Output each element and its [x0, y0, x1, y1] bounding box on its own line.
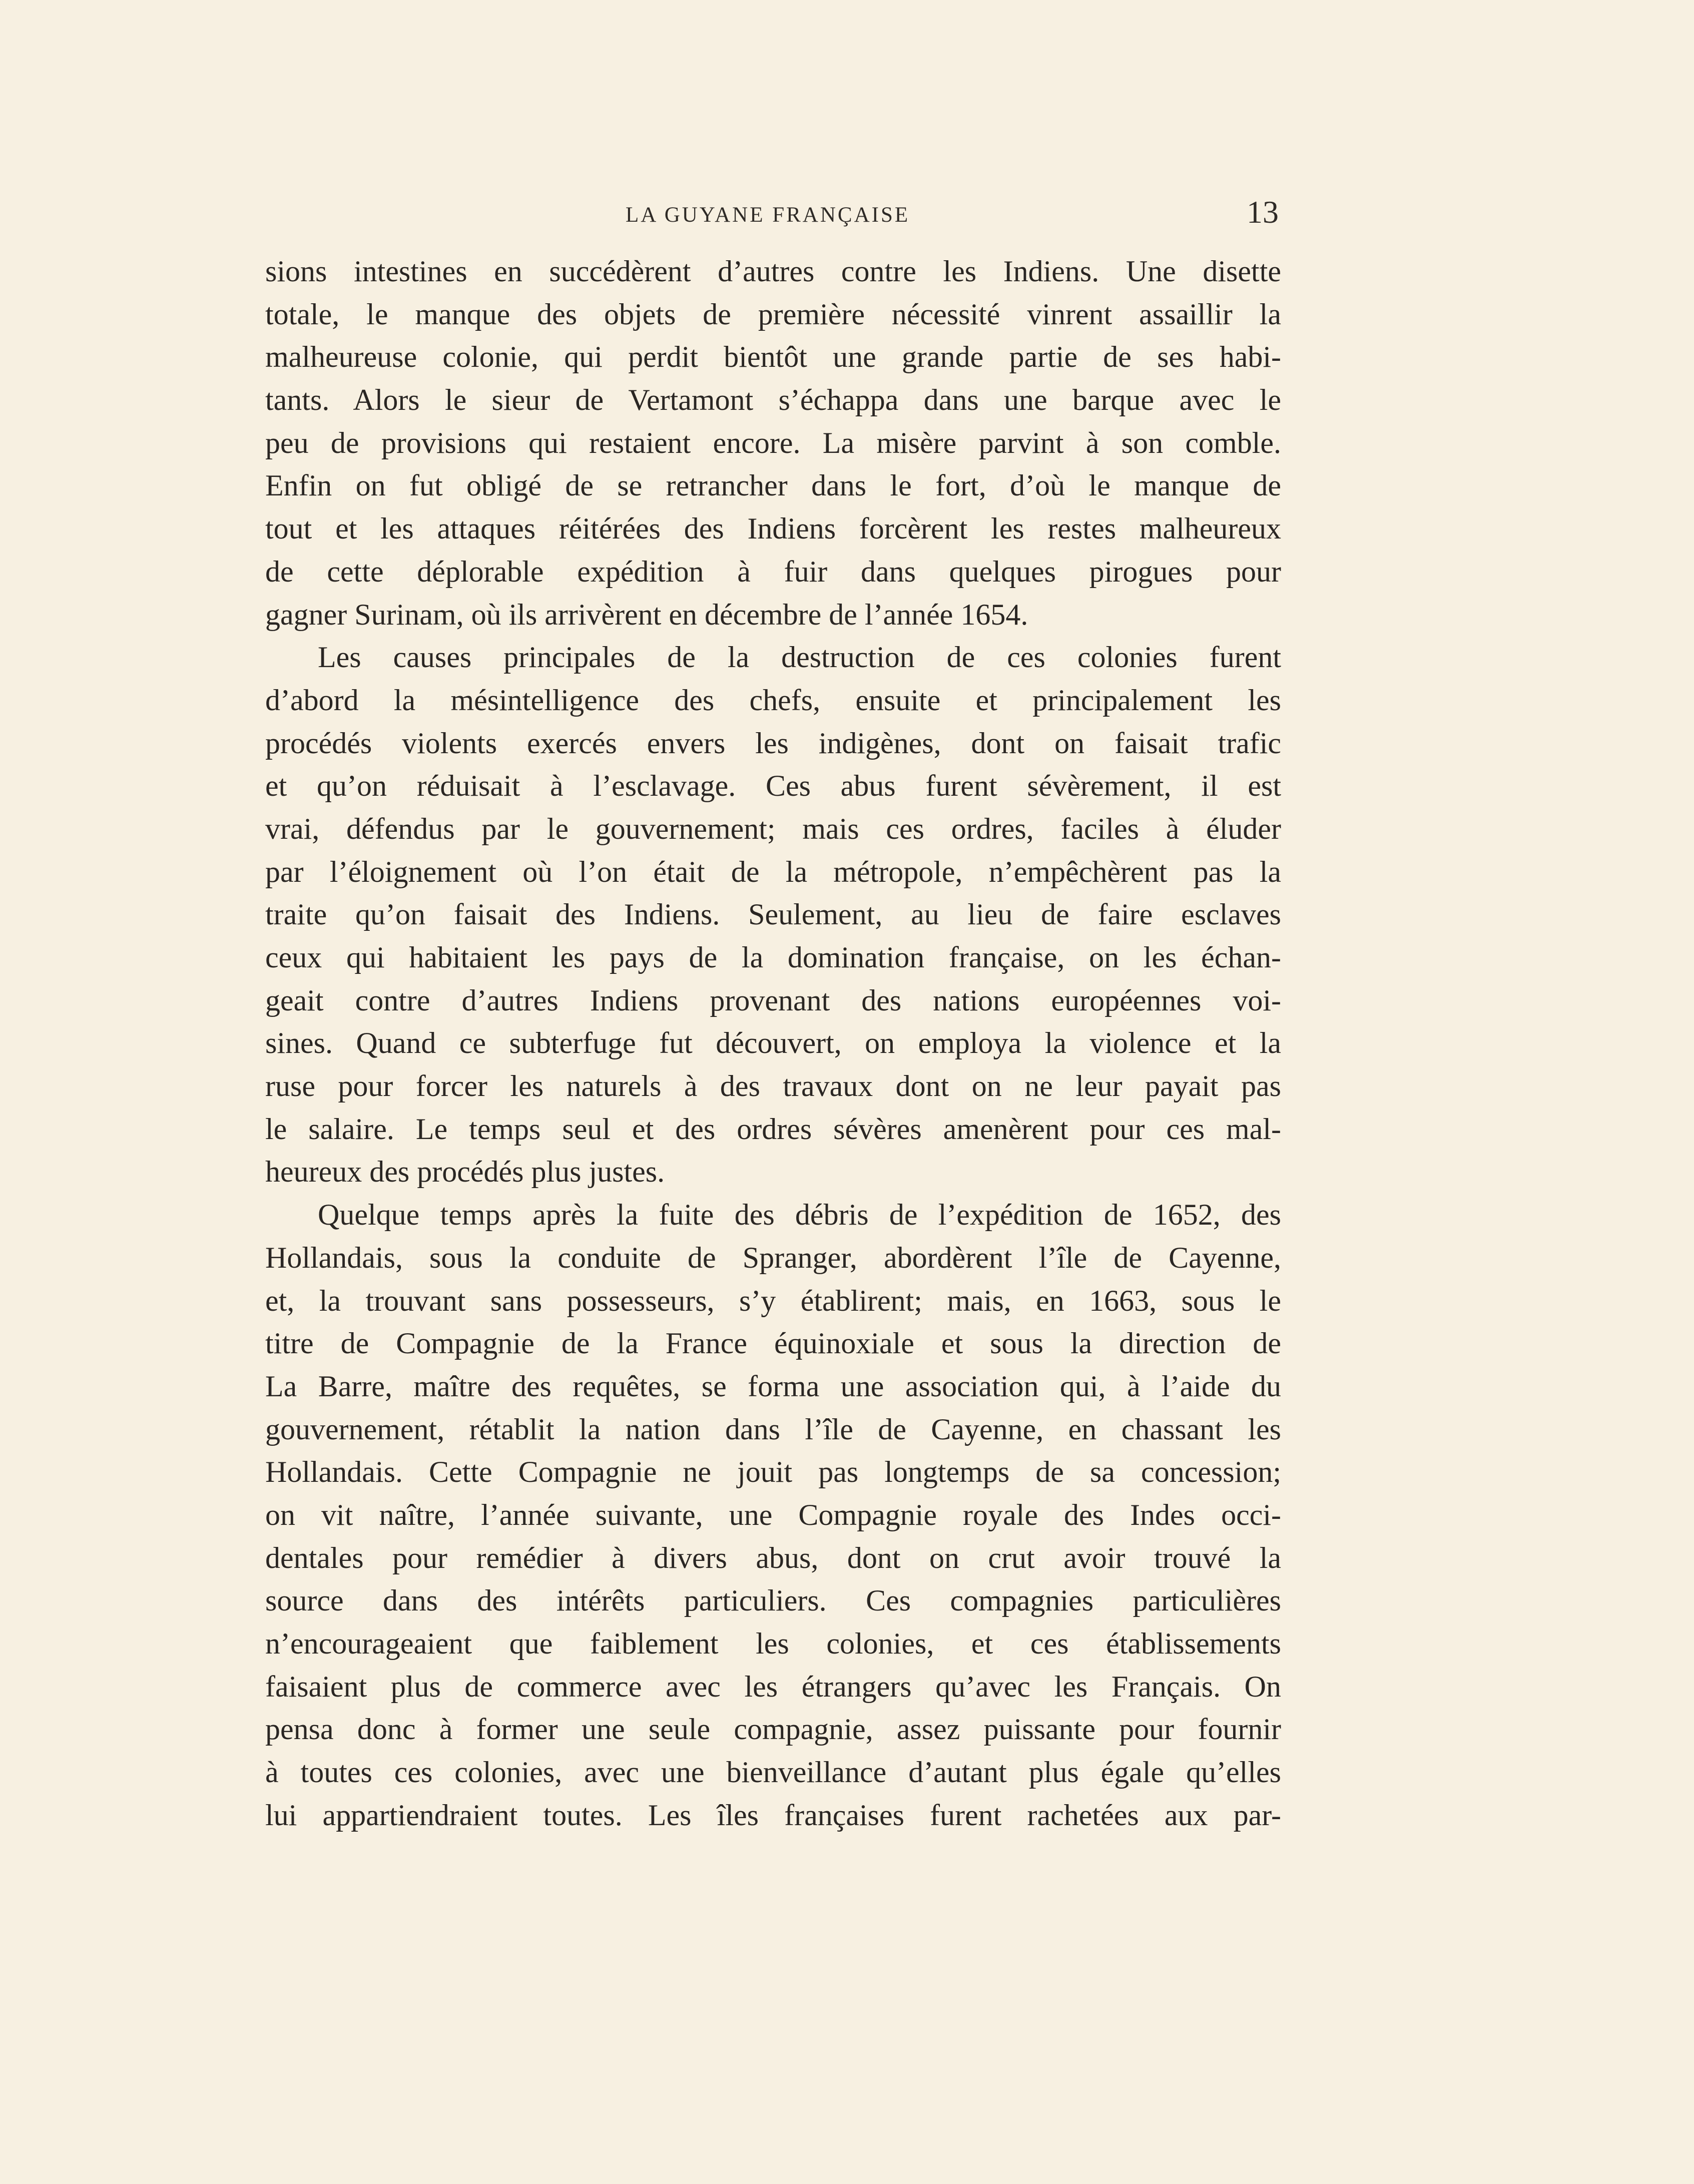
text-line: Les causes principales de la destruction de ces colonies furent	[318, 641, 1281, 674]
text-line: et, la trouvant sans possesseurs, s’y établirent; mais, en 1663, sous le	[265, 1284, 1281, 1317]
text-line: ceux qui habitaient les pays de la domination française, on les échan-	[265, 941, 1281, 974]
running-title: LA GUYANE FRANÇAISE	[626, 203, 910, 227]
page-header	[265, 194, 1281, 238]
text-line: Hollandais, sous la conduite de Spranger, abordèrent l’île de Cayenne,	[265, 1241, 1281, 1274]
text-line: on vit naître, l’année suivante, une Compagnie royale des Indes occi-	[265, 1498, 1281, 1531]
text-line: titre de Compagnie de la France équinoxiale et sous la direction de	[265, 1327, 1281, 1360]
text-line: n’encourageaient que faiblement les colonies, et ces établissements	[265, 1627, 1281, 1660]
text-line: Quelque temps après la fuite des débris de l’expédition de 1652, des	[318, 1198, 1281, 1232]
text-line: de cette déplorable expédition à fuir dans quelques pirogues pour	[265, 555, 1281, 588]
text-line: geait contre d’autres Indiens provenant des nations européennes voi-	[265, 983, 1281, 1017]
text-line: peu de provisions qui restaient encore. La misère parvint à son comble.	[265, 426, 1281, 459]
page-number: 13	[1247, 194, 1279, 230]
text-line: vrai, défendus par le gouvernement; mais ces ordres, faciles à éluder	[265, 812, 1281, 845]
text-line: pensa donc à former une seule compagnie, assez puissante pour fournir	[265, 1713, 1281, 1746]
text-line: sines. Quand ce subterfuge fut découvert, on employa la violence et la	[265, 1026, 1281, 1060]
text-line: et qu’on réduisait à l’esclavage. Ces abus furent sévèrement, il est	[265, 769, 1281, 803]
text-line: lui appartiendraient toutes. Les îles françaises furent rachetées aux par-	[265, 1798, 1281, 1832]
text-line: totale, le manque des objets de première nécessité vinrent assaillir la	[265, 297, 1281, 331]
text-line: tants. Alors le sieur de Vertamont s’échappa dans une barque avec le	[265, 383, 1281, 417]
text-line: malheureuse colonie, qui perdit bientôt une grande partie de ses habi-	[265, 340, 1281, 374]
body-text	[265, 250, 1281, 1837]
text-line: source dans des intérêts particuliers. Ces compagnies particulières	[265, 1584, 1281, 1617]
text-line: d’abord la mésintelligence des chefs, ensuite et principalement les	[265, 683, 1281, 717]
text-line: tout et les attaques réitérées des Indiens forcèrent les restes malheureux	[265, 512, 1281, 545]
text-line: faisaient plus de commerce avec les étrangers qu’avec les Français. On	[265, 1670, 1281, 1703]
text-line: Enfin on fut obligé de se retrancher dans le fort, d’où le manque de	[265, 469, 1281, 502]
text-line: sions intestines en succédèrent d’autres contre les Indiens. Une disette	[265, 255, 1281, 288]
text-line: Hollandais. Cette Compagnie ne jouit pas longtemps de sa concession;	[265, 1455, 1281, 1489]
text-line: ruse pour forcer les naturels à des travaux dont on ne leur payait pas	[265, 1069, 1281, 1103]
text-line: traite qu’on faisait des Indiens. Seulement, au lieu de faire esclaves	[265, 898, 1281, 931]
text-line: La Barre, maître des requêtes, se forma une association qui, à l’aide du	[265, 1369, 1281, 1403]
text-line: dentales pour remédier à divers abus, dont on crut avoir trouvé la	[265, 1541, 1281, 1574]
text-line: procédés violents exercés envers les indigènes, dont on faisait trafic	[265, 726, 1281, 760]
text-line: par l’éloignement où l’on était de la métropole, n’empêchèrent pas la	[265, 855, 1281, 888]
text-line: heureux des procédés plus justes.	[265, 1155, 665, 1189]
text-line: gouvernement, rétablit la nation dans l’île de Cayenne, en chassant les	[265, 1412, 1281, 1446]
text-line: à toutes ces colonies, avec une bienveillance d’autant plus égale qu’elles	[265, 1756, 1281, 1789]
text-line: gagner Surinam, où ils arrivèrent en décembre de l’année 1654.	[265, 598, 1028, 631]
text-line: le salaire. Le temps seul et des ordres sévères amenèrent pour ces mal-	[265, 1112, 1281, 1146]
